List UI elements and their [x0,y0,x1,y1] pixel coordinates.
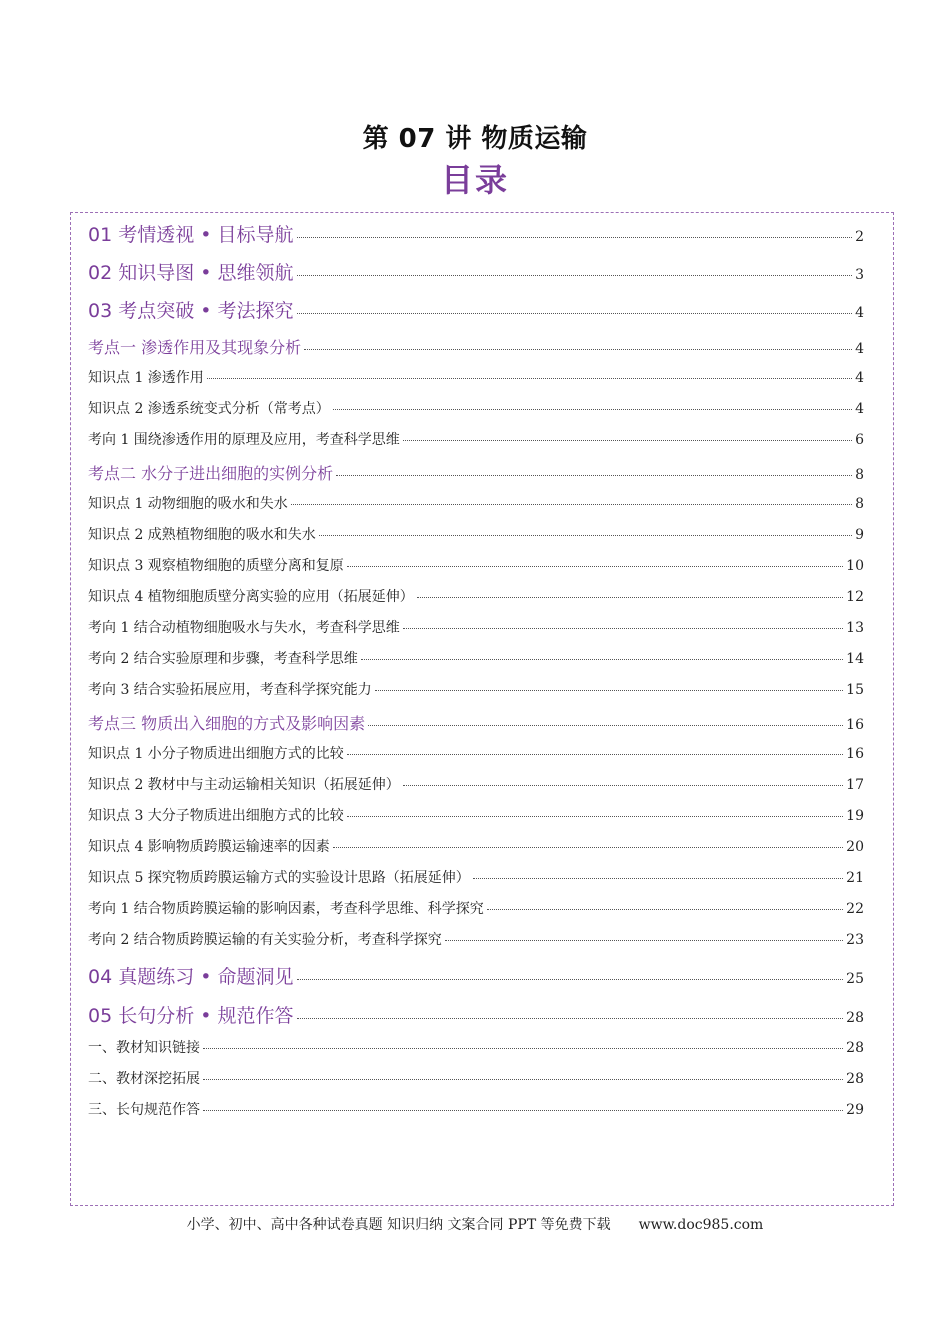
toc-entry-page: 10 [846,558,864,574]
toc-entry-label: 三、长句规范作答 [88,1102,200,1118]
toc-entry[interactable] [88,524,864,544]
toc-entry-label: 05 长句分析 • 规范作答 [88,1005,294,1027]
toc-dot-leader [333,409,852,410]
toc-entry-page: 22 [846,901,864,917]
toc-dot-leader [403,785,843,786]
toc-entry-label: 知识点 4 影响物质跨膜运输速率的因素 [88,839,330,855]
toc-entry-label: 考向 2 结合物质跨膜运输的有关实验分析，考查科学探究 [88,932,442,948]
toc-entry[interactable] [88,1001,864,1028]
toc-entry-label: 知识点 2 成熟植物细胞的吸水和失水 [88,527,316,543]
toc-entry[interactable] [88,258,864,285]
toc-entry-label: 考点一 渗透作用及其现象分析 [88,338,302,357]
page-footer [0,1214,950,1234]
toc-entry-label: 知识点 1 渗透作用 [88,370,204,386]
toc-entry-page: 8 [855,467,864,483]
toc-dot-leader [445,940,843,941]
toc-dot-leader [297,313,853,314]
toc-entry[interactable] [88,711,864,734]
toc-entry-page: 4 [855,401,864,417]
toc-entry-page: 28 [846,1071,864,1087]
toc-dot-leader [319,535,852,536]
footer-site-link[interactable]: www.doc985.com [638,1217,764,1233]
toc-entry[interactable] [88,493,864,513]
toc-entry-page: 2 [855,229,864,245]
toc-entry-label: 知识点 2 教材中与主动运输相关知识（拓展延伸） [88,777,400,793]
toc-entry-label: 知识点 2 渗透系统变式分析（常考点） [88,401,330,417]
toc-entry[interactable] [88,1068,864,1088]
toc-entry[interactable] [88,296,864,323]
toc-entry-page: 15 [846,682,864,698]
toc-entry[interactable] [88,962,864,989]
toc-entry[interactable] [88,867,864,887]
toc-entry-label: 考向 1 围绕渗透作用的原理及应用，考查科学思维 [88,432,400,448]
toc-entry[interactable] [88,679,864,699]
toc-entry[interactable] [88,220,864,247]
toc-entry-page: 25 [846,971,864,987]
toc-entry-label: 02 知识导图 • 思维领航 [88,262,294,284]
toc-entry[interactable] [88,743,864,763]
toc-entry[interactable] [88,617,864,637]
toc-dot-leader [336,475,852,476]
toc-entry-label: 考向 1 结合物质跨膜运输的影响因素，考查科学思维、科学探究 [88,901,484,917]
toc-entry-label: 01 考情透视 • 目标导航 [88,224,294,246]
toc-entry[interactable] [88,898,864,918]
toc-dot-leader [203,1079,843,1080]
toc-entry[interactable] [88,555,864,575]
toc-dot-leader [297,237,853,238]
toc-entry-label: 二、教材深挖拓展 [88,1071,200,1087]
toc-entry[interactable] [88,836,864,856]
toc-entry-page: 13 [846,620,864,636]
toc-dot-leader [333,847,843,848]
toc-entry-label: 知识点 1 动物细胞的吸水和失水 [88,496,288,512]
toc-entry-page: 4 [855,370,864,386]
toc-entry[interactable] [88,429,864,449]
toc-entry[interactable] [88,929,864,949]
toc-entry-page: 20 [846,839,864,855]
toc-entry-page: 23 [846,932,864,948]
toc-entry[interactable] [88,367,864,387]
toc-dot-leader [291,504,852,505]
toc-entry-label: 04 真题练习 • 命题洞见 [88,966,294,988]
toc-entry-label: 知识点 3 观察植物细胞的质壁分离和复原 [88,558,344,574]
toc-dot-leader [297,1018,844,1019]
toc-entry-label: 知识点 4 植物细胞质壁分离实验的应用（拓展延伸） [88,589,414,605]
toc-entry[interactable] [88,1099,864,1119]
toc-entry-label: 考向 1 结合动植物细胞吸水与失水，考查科学思维 [88,620,400,636]
toc-entry-page: 9 [855,527,864,543]
toc-dot-leader [203,1048,843,1049]
toc-entry-page: 28 [846,1040,864,1056]
toc-entry-page: 12 [846,589,864,605]
toc-dot-leader [207,378,852,379]
toc-entry-label: 考点三 物质出入细胞的方式及影响因素 [88,714,366,733]
toc-entry-label: 03 考点突破 • 考法探究 [88,300,294,322]
toc-dot-leader [347,566,843,567]
toc-entry[interactable] [88,805,864,825]
footer-text: 小学、初中、高中各种试卷真题 知识归纳 文案合同 PPT 等免费下载 [186,1217,611,1233]
toc-entry-label: 考点二 水分子进出细胞的实例分析 [88,464,334,483]
toc-entry-page: 4 [855,341,864,357]
toc-dot-leader [368,725,843,726]
toc-entry-page: 3 [855,267,864,283]
toc-dot-leader [203,1110,843,1111]
toc-entry-page: 19 [846,808,864,824]
toc-entry-label: 考向 3 结合实验拓展应用，考查科学探究能力 [88,682,372,698]
toc-entry-label: 知识点 1 小分子物质进出细胞方式的比较 [88,746,344,762]
toc-entry-page: 14 [846,651,864,667]
toc-dot-leader [473,878,843,879]
toc-dot-leader [361,659,843,660]
toc-entry-page: 6 [855,432,864,448]
toc-dot-leader [375,690,843,691]
toc-entry-label: 考向 2 结合实验原理和步骤，考查科学思维 [88,651,358,667]
toc-entry-page: 28 [846,1010,864,1026]
toc-entry[interactable] [88,335,864,358]
toc-entry-page: 17 [846,777,864,793]
toc-entry-page: 8 [855,496,864,512]
toc-entry-page: 16 [846,746,864,762]
toc-dot-leader [297,275,853,276]
toc-dot-leader [403,440,852,441]
toc-entry-page: 4 [855,305,864,321]
toc-heading: 目录 [440,161,509,199]
toc-entry-page: 16 [846,717,864,733]
toc-entry-label: 知识点 3 大分子物质进出细胞方式的比较 [88,808,344,824]
toc-dot-leader [347,816,843,817]
page-title: 第 07 讲 物质运输 [362,124,588,154]
toc-dot-leader [297,979,844,980]
toc-entry-label: 一、教材知识链接 [88,1040,200,1056]
toc-entry[interactable] [88,774,864,794]
toc-entry[interactable] [88,398,864,418]
toc-entry-page: 29 [846,1102,864,1118]
toc-dot-leader [304,349,852,350]
toc-dot-leader [487,909,843,910]
toc-dot-leader [417,597,843,598]
toc-dot-leader [347,754,843,755]
toc-entry-label: 知识点 5 探究物质跨膜运输方式的实验设计思路（拓展延伸） [88,870,470,886]
toc-entry[interactable] [88,461,864,484]
toc-entry-page: 21 [846,870,864,886]
toc-dot-leader [403,628,843,629]
toc-entry[interactable] [88,1037,864,1057]
toc-entry[interactable] [88,648,864,668]
toc-entry[interactable] [88,586,864,606]
